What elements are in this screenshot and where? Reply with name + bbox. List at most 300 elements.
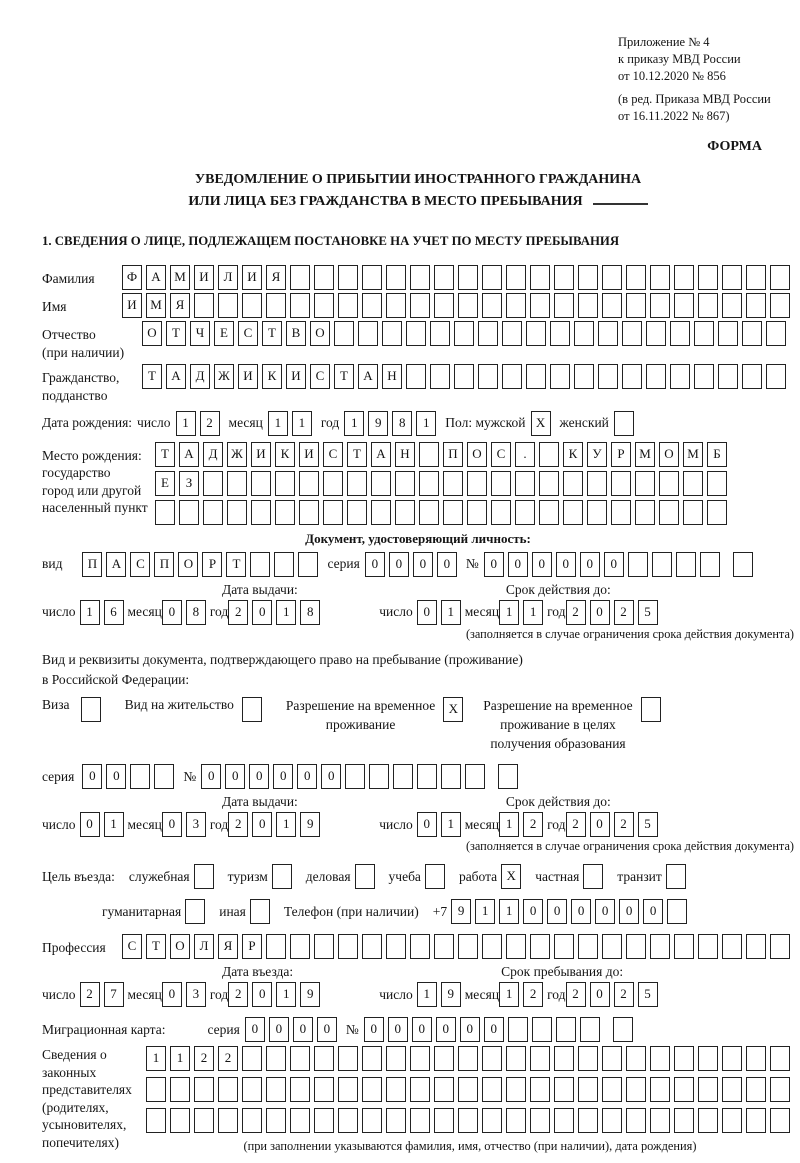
profession-cell[interactable]: [266, 934, 286, 959]
birth-place-cell[interactable]: [515, 500, 535, 525]
citizenship-cell[interactable]: Д: [190, 364, 210, 389]
visa-checkbox-cell[interactable]: [81, 697, 101, 722]
surname-cell[interactable]: [290, 265, 310, 290]
phone-cell[interactable]: 0: [547, 899, 567, 924]
sex-female-checkbox-cell[interactable]: [614, 411, 634, 436]
given-name-cell[interactable]: [410, 293, 430, 318]
stay-year-cell[interactable]: 5: [638, 982, 658, 1007]
birth-place-cell[interactable]: [563, 471, 583, 496]
patronymic-cell[interactable]: О: [142, 321, 162, 346]
given-name-cell[interactable]: [338, 293, 358, 318]
representative-cell[interactable]: [314, 1077, 334, 1102]
profession-cell[interactable]: С: [122, 934, 142, 959]
entry-month-cell[interactable]: 0: [162, 982, 182, 1007]
doc2-number-cell[interactable]: 0: [249, 764, 269, 789]
mc-number-cell[interactable]: 0: [436, 1017, 456, 1042]
doc2-issue-year-cell[interactable]: 0: [252, 812, 272, 837]
id-issue-year-cell[interactable]: 2: [228, 600, 248, 625]
purpose-work-checkbox-cell[interactable]: X: [501, 864, 521, 889]
id-vid-cell[interactable]: П: [154, 552, 174, 577]
given-name-cell[interactable]: [434, 293, 454, 318]
doc2-issue-year-cell[interactable]: 1: [276, 812, 296, 837]
surname-cell[interactable]: [554, 265, 574, 290]
representative-cell[interactable]: [746, 1108, 766, 1133]
representative-cell[interactable]: [626, 1108, 646, 1133]
birth-day-cell[interactable]: 2: [200, 411, 220, 436]
patronymic-cell[interactable]: Ч: [190, 321, 210, 346]
birth-place-cell[interactable]: [347, 471, 367, 496]
doc2-issue-day-cell[interactable]: 0: [80, 812, 100, 837]
representative-cell[interactable]: [434, 1077, 454, 1102]
representative-cell[interactable]: [314, 1108, 334, 1133]
mc-number-cell[interactable]: [580, 1017, 600, 1042]
birth-place-cell[interactable]: А: [371, 442, 391, 467]
representative-cell[interactable]: [554, 1108, 574, 1133]
birth-place-cell[interactable]: [275, 471, 295, 496]
representative-cell[interactable]: [530, 1077, 550, 1102]
surname-cell[interactable]: [770, 265, 790, 290]
doc2-issue-year-cell[interactable]: 9: [300, 812, 320, 837]
birth-month-cell[interactable]: 1: [292, 411, 312, 436]
citizenship-cell[interactable]: А: [166, 364, 186, 389]
sex-male-checkbox-cell[interactable]: X: [531, 411, 551, 436]
doc2-valid-day-cell[interactable]: 1: [441, 812, 461, 837]
birth-place-cell[interactable]: Ж: [227, 442, 247, 467]
doc2-issue-year-cell[interactable]: 2: [228, 812, 248, 837]
given-name-cell[interactable]: [626, 293, 646, 318]
given-name-cell[interactable]: [266, 293, 286, 318]
purpose-humanitarian-checkbox-cell[interactable]: [185, 899, 205, 924]
representative-cell[interactable]: [266, 1046, 286, 1071]
representative-cell[interactable]: [314, 1046, 334, 1071]
birth-place-cell[interactable]: [227, 500, 247, 525]
birth-place-cell[interactable]: К: [275, 442, 295, 467]
id-number-cell[interactable]: [676, 552, 696, 577]
representative-cell[interactable]: [146, 1077, 166, 1102]
citizenship-cell[interactable]: Т: [334, 364, 354, 389]
representative-cell[interactable]: [458, 1046, 478, 1071]
id-valid-month-cell[interactable]: 1: [523, 600, 543, 625]
patronymic-cell[interactable]: [454, 321, 474, 346]
citizenship-cell[interactable]: [670, 364, 690, 389]
profession-cell[interactable]: [410, 934, 430, 959]
phone-cell[interactable]: 1: [499, 899, 519, 924]
given-name-cell[interactable]: [362, 293, 382, 318]
surname-cell[interactable]: М: [170, 265, 190, 290]
id-issue-year-cell[interactable]: 8: [300, 600, 320, 625]
given-name-cell[interactable]: [698, 293, 718, 318]
birth-place-cell[interactable]: [659, 471, 679, 496]
surname-cell[interactable]: [674, 265, 694, 290]
birth-place-cell[interactable]: [659, 500, 679, 525]
surname-cell[interactable]: [386, 265, 406, 290]
stay-month-cell[interactable]: 2: [523, 982, 543, 1007]
representative-cell[interactable]: [194, 1077, 214, 1102]
given-name-cell[interactable]: [554, 293, 574, 318]
surname-cell[interactable]: [506, 265, 526, 290]
phone-cell[interactable]: 0: [643, 899, 663, 924]
purpose-study-checkbox-cell[interactable]: [425, 864, 445, 889]
surname-cell[interactable]: [602, 265, 622, 290]
birth-place-cell[interactable]: С: [491, 442, 511, 467]
doc2-number-cell[interactable]: 0: [273, 764, 293, 789]
birth-place-cell[interactable]: И: [299, 442, 319, 467]
surname-cell[interactable]: А: [146, 265, 166, 290]
doc2-valid-month-cell[interactable]: 2: [523, 812, 543, 837]
birth-day-cell[interactable]: 1: [176, 411, 196, 436]
profession-cell[interactable]: [314, 934, 334, 959]
birth-place-cell[interactable]: М: [635, 442, 655, 467]
representative-cell[interactable]: [266, 1108, 286, 1133]
representative-cell[interactable]: [170, 1108, 190, 1133]
profession-cell[interactable]: [506, 934, 526, 959]
surname-cell[interactable]: Ф: [122, 265, 142, 290]
phone-cell[interactable]: [667, 899, 687, 924]
mc-number-cell[interactable]: [508, 1017, 528, 1042]
birth-place-cell[interactable]: [419, 442, 439, 467]
mc-number-cell[interactable]: 0: [364, 1017, 384, 1042]
representative-cell[interactable]: [578, 1077, 598, 1102]
representative-cell[interactable]: [458, 1108, 478, 1133]
profession-cell[interactable]: Я: [218, 934, 238, 959]
patronymic-cell[interactable]: [382, 321, 402, 346]
mc-number-cell[interactable]: 0: [484, 1017, 504, 1042]
id-vid-cell[interactable]: П: [82, 552, 102, 577]
citizenship-cell[interactable]: К: [262, 364, 282, 389]
representative-cell[interactable]: [578, 1046, 598, 1071]
entry-year-cell[interactable]: 1: [276, 982, 296, 1007]
birth-place-cell[interactable]: [539, 471, 559, 496]
birth-place-cell[interactable]: М: [683, 442, 703, 467]
patronymic-cell[interactable]: Т: [166, 321, 186, 346]
id-number-cell[interactable]: 0: [508, 552, 528, 577]
surname-cell[interactable]: [650, 265, 670, 290]
birth-place-cell[interactable]: [611, 471, 631, 496]
profession-cell[interactable]: [626, 934, 646, 959]
surname-cell[interactable]: [626, 265, 646, 290]
doc2-seriya-cell[interactable]: [154, 764, 174, 789]
surname-cell[interactable]: Я: [266, 265, 286, 290]
stay-month-cell[interactable]: 1: [499, 982, 519, 1007]
patronymic-cell[interactable]: [670, 321, 690, 346]
doc2-valid-year-cell[interactable]: 0: [590, 812, 610, 837]
representative-cell[interactable]: [410, 1046, 430, 1071]
profession-cell[interactable]: [746, 934, 766, 959]
id-issue-month-cell[interactable]: 0: [162, 600, 182, 625]
doc2-valid-year-cell[interactable]: 2: [614, 812, 634, 837]
entry-day-cell[interactable]: 2: [80, 982, 100, 1007]
given-name-cell[interactable]: Я: [170, 293, 190, 318]
id-valid-day-cell[interactable]: 1: [441, 600, 461, 625]
representative-cell[interactable]: [674, 1077, 694, 1102]
id-valid-year-cell[interactable]: 2: [614, 600, 634, 625]
doc2-valid-year-cell[interactable]: 2: [566, 812, 586, 837]
birth-place-cell[interactable]: [539, 500, 559, 525]
profession-cell[interactable]: [722, 934, 742, 959]
surname-cell[interactable]: [458, 265, 478, 290]
profession-cell[interactable]: [674, 934, 694, 959]
representative-cell[interactable]: [722, 1046, 742, 1071]
doc2-number-cell[interactable]: 0: [201, 764, 221, 789]
representative-cell[interactable]: [410, 1077, 430, 1102]
birth-place-cell[interactable]: [635, 500, 655, 525]
surname-cell[interactable]: [722, 265, 742, 290]
citizenship-cell[interactable]: [598, 364, 618, 389]
representative-cell[interactable]: [266, 1077, 286, 1102]
patronymic-cell[interactable]: [598, 321, 618, 346]
representative-cell[interactable]: [770, 1046, 790, 1071]
id-valid-day-cell[interactable]: 0: [417, 600, 437, 625]
birth-place-cell[interactable]: Н: [395, 442, 415, 467]
profession-cell[interactable]: [530, 934, 550, 959]
patronymic-cell[interactable]: [358, 321, 378, 346]
surname-cell[interactable]: [410, 265, 430, 290]
patronymic-cell[interactable]: [502, 321, 522, 346]
mc-number-cell[interactable]: [556, 1017, 576, 1042]
representative-cell[interactable]: [482, 1046, 502, 1071]
representative-cell[interactable]: [554, 1046, 574, 1071]
patronymic-cell[interactable]: [718, 321, 738, 346]
birth-place-cell[interactable]: [491, 500, 511, 525]
id-seriya-cell[interactable]: 0: [389, 552, 409, 577]
id-number-cell[interactable]: 0: [556, 552, 576, 577]
representative-cell[interactable]: [338, 1046, 358, 1071]
representative-cell[interactable]: [746, 1077, 766, 1102]
id-valid-year-cell[interactable]: 0: [590, 600, 610, 625]
id-vid-cell[interactable]: О: [178, 552, 198, 577]
profession-cell[interactable]: [458, 934, 478, 959]
citizenship-cell[interactable]: [454, 364, 474, 389]
representative-cell[interactable]: [746, 1046, 766, 1071]
birth-year-cell[interactable]: 9: [368, 411, 388, 436]
given-name-cell[interactable]: [242, 293, 262, 318]
profession-cell[interactable]: [290, 934, 310, 959]
id-number-cell[interactable]: 0: [484, 552, 504, 577]
representative-cell[interactable]: [482, 1077, 502, 1102]
phone-cell[interactable]: 0: [595, 899, 615, 924]
doc2-seriya-cell[interactable]: 0: [82, 764, 102, 789]
birth-place-cell[interactable]: [515, 471, 535, 496]
birth-place-cell[interactable]: [635, 471, 655, 496]
doc2-number-cell[interactable]: [345, 764, 365, 789]
given-name-cell[interactable]: [506, 293, 526, 318]
entry-day-cell[interactable]: 7: [104, 982, 124, 1007]
doc2-valid-month-cell[interactable]: 1: [499, 812, 519, 837]
patronymic-cell[interactable]: Т: [262, 321, 282, 346]
id-number-cell[interactable]: 0: [604, 552, 624, 577]
birth-year-cell[interactable]: 8: [392, 411, 412, 436]
birth-place-cell[interactable]: [395, 500, 415, 525]
id-issue-day-cell[interactable]: 1: [80, 600, 100, 625]
id-number-cell[interactable]: 0: [580, 552, 600, 577]
doc2-number-cell[interactable]: [393, 764, 413, 789]
profession-cell[interactable]: [434, 934, 454, 959]
birth-place-cell[interactable]: [443, 500, 463, 525]
birth-month-cell[interactable]: 1: [268, 411, 288, 436]
birth-place-cell[interactable]: О: [467, 442, 487, 467]
id-seriya-cell[interactable]: 0: [413, 552, 433, 577]
representative-cell[interactable]: [482, 1108, 502, 1133]
citizenship-cell[interactable]: [742, 364, 762, 389]
birth-place-cell[interactable]: С: [323, 442, 343, 467]
entry-year-cell[interactable]: 0: [252, 982, 272, 1007]
citizenship-cell[interactable]: [478, 364, 498, 389]
birth-place-cell[interactable]: [371, 471, 391, 496]
id-vid-cell[interactable]: [274, 552, 294, 577]
given-name-cell[interactable]: [530, 293, 550, 318]
given-name-cell[interactable]: [386, 293, 406, 318]
birth-place-cell[interactable]: [611, 500, 631, 525]
patronymic-cell[interactable]: [646, 321, 666, 346]
representative-cell[interactable]: [602, 1046, 622, 1071]
birth-year-cell[interactable]: 1: [344, 411, 364, 436]
representative-cell[interactable]: [698, 1077, 718, 1102]
given-name-cell[interactable]: [194, 293, 214, 318]
citizenship-cell[interactable]: [694, 364, 714, 389]
birth-place-cell[interactable]: [395, 471, 415, 496]
id-vid-cell[interactable]: [298, 552, 318, 577]
representative-cell[interactable]: [674, 1108, 694, 1133]
birth-place-cell[interactable]: [227, 471, 247, 496]
stay-day-cell[interactable]: 1: [417, 982, 437, 1007]
phone-cell[interactable]: 1: [475, 899, 495, 924]
birth-place-cell[interactable]: [467, 500, 487, 525]
purpose-other-checkbox-cell[interactable]: [250, 899, 270, 924]
representative-cell[interactable]: [674, 1046, 694, 1071]
citizenship-cell[interactable]: [430, 364, 450, 389]
profession-cell[interactable]: О: [170, 934, 190, 959]
citizenship-cell[interactable]: [718, 364, 738, 389]
citizenship-cell[interactable]: Т: [142, 364, 162, 389]
patronymic-cell[interactable]: [334, 321, 354, 346]
doc2-valid-year-cell[interactable]: 5: [638, 812, 658, 837]
patronymic-cell[interactable]: [622, 321, 642, 346]
patronymic-cell[interactable]: [766, 321, 786, 346]
birth-place-cell[interactable]: [683, 500, 703, 525]
patronymic-cell[interactable]: [526, 321, 546, 346]
representative-cell[interactable]: [146, 1108, 166, 1133]
stay-year-cell[interactable]: 0: [590, 982, 610, 1007]
citizenship-cell[interactable]: [406, 364, 426, 389]
stay-day-cell[interactable]: 9: [441, 982, 461, 1007]
surname-cell[interactable]: [578, 265, 598, 290]
purpose-office-checkbox-cell[interactable]: [194, 864, 214, 889]
representative-cell[interactable]: [338, 1077, 358, 1102]
phone-cell[interactable]: 0: [523, 899, 543, 924]
surname-cell[interactable]: Л: [218, 265, 238, 290]
representative-cell[interactable]: [362, 1077, 382, 1102]
patronymic-cell[interactable]: О: [310, 321, 330, 346]
surname-cell[interactable]: [698, 265, 718, 290]
profession-cell[interactable]: [578, 934, 598, 959]
birth-place-cell[interactable]: [179, 500, 199, 525]
given-name-cell[interactable]: [602, 293, 622, 318]
birth-place-cell[interactable]: [539, 442, 559, 467]
id-seriya-cell[interactable]: 0: [365, 552, 385, 577]
representative-cell[interactable]: [218, 1108, 238, 1133]
id-vid-cell[interactable]: Р: [202, 552, 222, 577]
representative-cell[interactable]: [242, 1046, 262, 1071]
purpose-business-checkbox-cell[interactable]: [355, 864, 375, 889]
birth-place-cell[interactable]: [491, 471, 511, 496]
representative-cell[interactable]: [698, 1046, 718, 1071]
profession-cell[interactable]: [386, 934, 406, 959]
given-name-cell[interactable]: [458, 293, 478, 318]
representative-cell[interactable]: [602, 1077, 622, 1102]
representative-cell[interactable]: [290, 1046, 310, 1071]
birth-place-cell[interactable]: Р: [611, 442, 631, 467]
representative-cell[interactable]: [242, 1077, 262, 1102]
patronymic-cell[interactable]: [550, 321, 570, 346]
surname-cell[interactable]: [746, 265, 766, 290]
mc-seriya-cell[interactable]: 0: [269, 1017, 289, 1042]
given-name-cell[interactable]: [314, 293, 334, 318]
surname-cell[interactable]: [530, 265, 550, 290]
representative-cell[interactable]: [362, 1108, 382, 1133]
id-number-cell[interactable]: [652, 552, 672, 577]
doc2-number-cell[interactable]: [465, 764, 485, 789]
doc2-issue-month-cell[interactable]: 3: [186, 812, 206, 837]
birth-place-cell[interactable]: [323, 471, 343, 496]
representative-cell[interactable]: [410, 1108, 430, 1133]
representative-cell[interactable]: [506, 1108, 526, 1133]
birth-place-cell[interactable]: [419, 471, 439, 496]
birth-place-cell[interactable]: [347, 500, 367, 525]
birth-place-cell[interactable]: .: [515, 442, 535, 467]
patronymic-cell[interactable]: Е: [214, 321, 234, 346]
surname-cell[interactable]: [482, 265, 502, 290]
profession-cell[interactable]: [338, 934, 358, 959]
id-vid-cell[interactable]: Т: [226, 552, 246, 577]
representative-cell[interactable]: [602, 1108, 622, 1133]
birth-place-cell[interactable]: [203, 500, 223, 525]
representative-cell[interactable]: [218, 1077, 238, 1102]
birth-place-cell[interactable]: [707, 471, 727, 496]
representative-cell[interactable]: [650, 1077, 670, 1102]
id-valid-month-cell[interactable]: 1: [499, 600, 519, 625]
birth-place-cell[interactable]: [707, 500, 727, 525]
birth-place-cell[interactable]: [275, 500, 295, 525]
id-number-cell[interactable]: [628, 552, 648, 577]
representative-cell[interactable]: [530, 1108, 550, 1133]
birth-place-cell[interactable]: [299, 500, 319, 525]
surname-cell[interactable]: [434, 265, 454, 290]
representative-cell[interactable]: [290, 1108, 310, 1133]
surname-cell[interactable]: [338, 265, 358, 290]
citizenship-cell[interactable]: И: [286, 364, 306, 389]
given-name-cell[interactable]: [578, 293, 598, 318]
mc-seriya-cell[interactable]: 0: [245, 1017, 265, 1042]
representative-cell[interactable]: [386, 1077, 406, 1102]
given-name-cell[interactable]: [722, 293, 742, 318]
birth-place-cell[interactable]: З: [179, 471, 199, 496]
patronymic-cell[interactable]: [574, 321, 594, 346]
representative-cell[interactable]: [290, 1077, 310, 1102]
purpose-tourism-checkbox-cell[interactable]: [272, 864, 292, 889]
representative-cell[interactable]: [530, 1046, 550, 1071]
birth-place-cell[interactable]: [443, 471, 463, 496]
doc2-issue-month-cell[interactable]: 0: [162, 812, 182, 837]
patronymic-cell[interactable]: [478, 321, 498, 346]
representative-cell[interactable]: 1: [146, 1046, 166, 1071]
birth-place-cell[interactable]: И: [251, 442, 271, 467]
entry-year-cell[interactable]: 9: [300, 982, 320, 1007]
representative-cell[interactable]: [434, 1046, 454, 1071]
id-vid-cell[interactable]: С: [130, 552, 150, 577]
representative-cell[interactable]: [770, 1077, 790, 1102]
citizenship-cell[interactable]: [550, 364, 570, 389]
given-name-cell[interactable]: [650, 293, 670, 318]
